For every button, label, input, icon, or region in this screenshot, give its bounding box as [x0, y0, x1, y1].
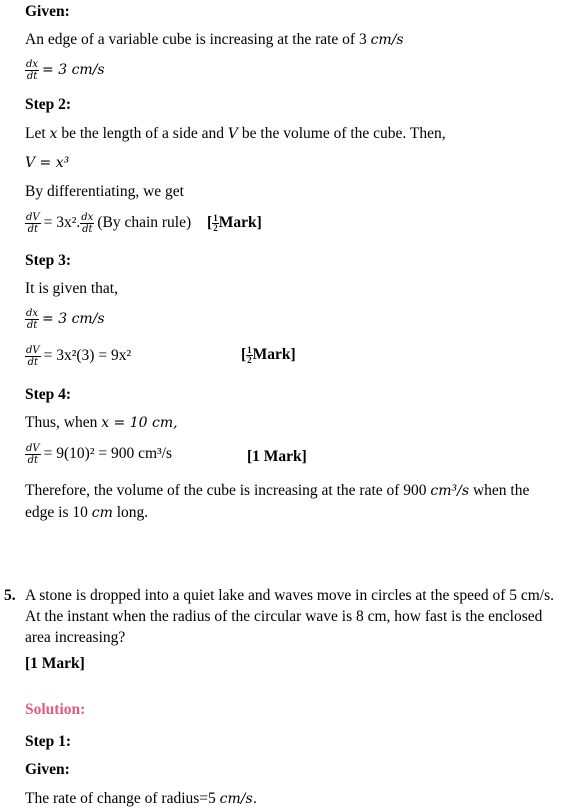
- given-2-text: The rate of change of radius=5 cm/s.: [25, 790, 258, 807]
- step-2-text: Let x be the length of a side and V be the volume of the cube. Then,: [25, 125, 446, 142]
- given-that-text: It is given that,: [25, 280, 118, 297]
- given-statement: An edge of a variable cube is increasing at the rate of 3 cm/s: [25, 31, 404, 48]
- equation-dx-dt-2: $\frac{dx}{dt}$ = 3 cm/s: [26, 308, 105, 331]
- mark-badge: [1 Mark]: [247, 448, 307, 465]
- step-4-heading: Step 4:: [25, 386, 72, 403]
- solution-heading: Solution:: [25, 701, 86, 718]
- thus-text: Thus, when x = 10 cm,: [25, 414, 178, 431]
- question-number: 5.: [4, 587, 16, 604]
- fraction: $\frac{dx}{dt}$: [26, 59, 39, 82]
- step-2-heading: Step 2:: [25, 96, 72, 113]
- equation-dx-dt: $\frac{dx}{dt}$ = 3 cm/s: [26, 59, 105, 82]
- conclusion-paragraph: Therefore, the volume of the cube is increasing at the rate of 900 cm³/s when the edge is 10 cm long.: [25, 482, 530, 521]
- question-text: A stone is dropped into a quiet lake and waves move in circles at the speed of 5 cm/s. At the instant when the radius of the circular wave is 8 cm, how fast is the enclosed area increasing?: [25, 587, 555, 646]
- equation-dV-dt-chain: $\frac{dV}{dt}$ = 3x². $\frac{dx}{dt}$ (By chain rule) [ $\frac{1}{2}$ Mark]: [26, 212, 262, 235]
- given-heading-2: Given:: [25, 761, 70, 778]
- step-1-heading: Step 1:: [25, 733, 72, 750]
- equation-dV-dt-9x2: $\frac{dV}{dt}$ = 3x²(3) = 9x² [ $\frac{1}{2}$ Mark]: [26, 344, 296, 368]
- step-3-heading: Step 3:: [25, 252, 72, 269]
- differentiating-text: By differentiating, we get: [25, 183, 184, 200]
- given-heading: Given:: [25, 3, 70, 20]
- equation-dV-dt-900: $\frac{dV}{dt}$ = 9(10)² = 900 cm³/s [1 Mark]: [26, 443, 307, 466]
- mark-badge: [ $\frac{1}{2}$ Mark]: [241, 344, 296, 365]
- mark-badge: [ $\frac{1}{2}$ Mark]: [207, 213, 262, 233]
- volume-equation: V = x³: [25, 155, 70, 171]
- question-mark: [1 Mark]: [25, 655, 85, 672]
